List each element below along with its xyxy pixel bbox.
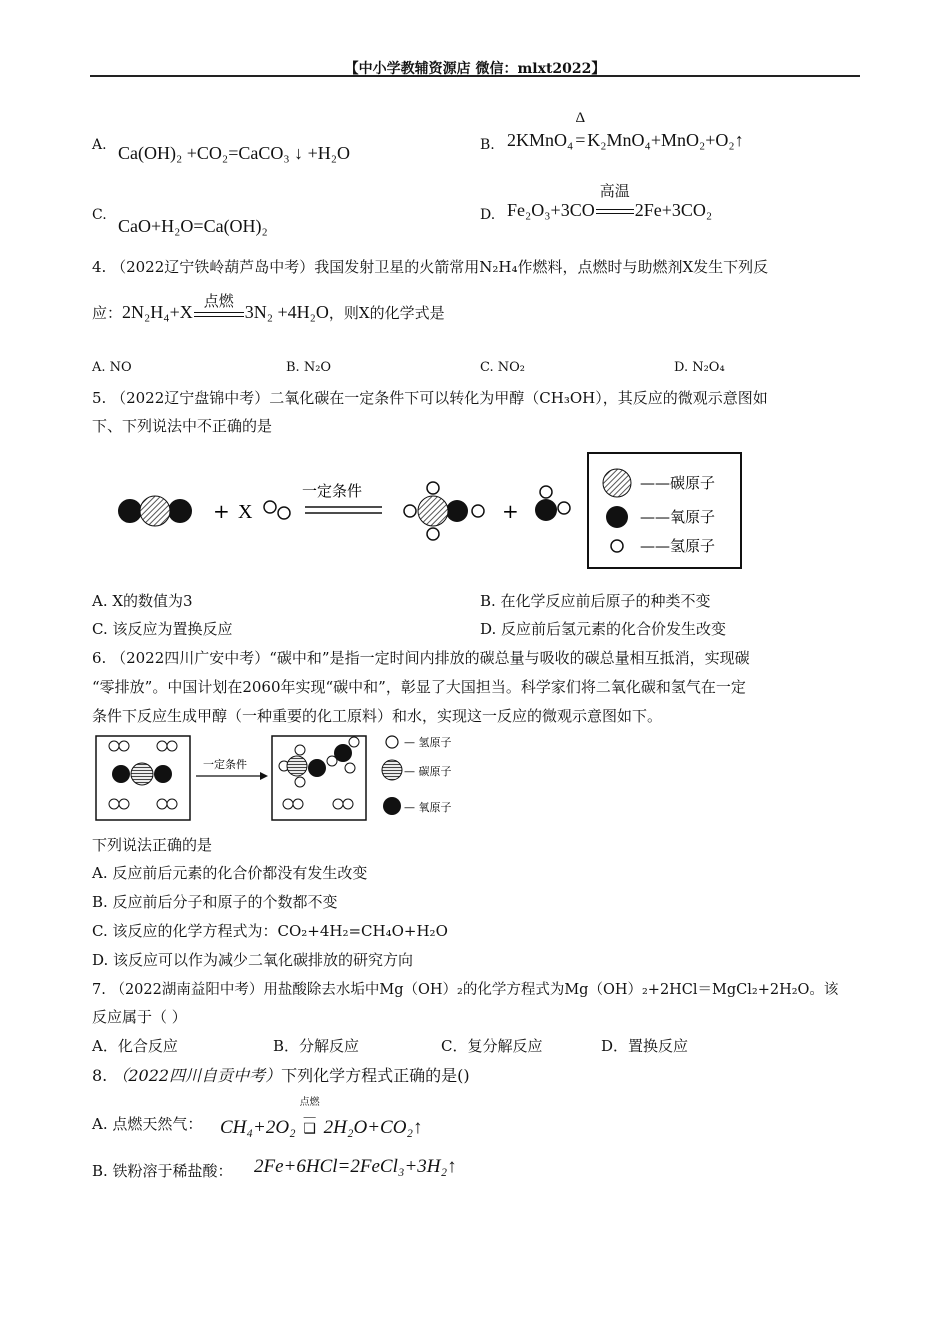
q6-legend-hydrogen: — 氢原子 — [404, 736, 452, 749]
q5-plus-2: + — [502, 499, 519, 523]
q5-plus-1: + — [213, 499, 230, 523]
q6-stem-1: 6. （2022四川广安中考）“碳中和”是指一定时间内排放的碳总量与吸收的碳总量相互抵消，实现碳 — [92, 649, 750, 667]
q3-d-condition: 高温 — [599, 184, 630, 200]
q4-stem-suffix: ，则X的化学式是 — [328, 304, 445, 322]
q5-stem-1: 5. （2022辽宁盘锦中考）二氧化碳在一定条件下可以转化为甲醇（CH₃OH），其反应的微观示意图如 — [92, 389, 768, 407]
q3-d-equation — [507, 184, 713, 221]
q3-b-condition: Δ — [575, 110, 586, 126]
h2o-molecule — [535, 486, 570, 521]
q6-option-b: B. 反应前后分子和原子的个数都不变 — [92, 893, 338, 911]
q8-b-label: B. 铁粉溶于稀盐酸： — [92, 1162, 233, 1180]
co2-molecule — [118, 496, 192, 526]
q8-a-left: CH₄+2O₂ — [220, 1117, 296, 1138]
q8-a-equation — [220, 1097, 423, 1139]
q3-b-left: 2KMnO₄ — [507, 130, 574, 150]
q7-stem-1: 7. （2022湖南益阳中考）用盐酸除去水垢中Mg（OH）₂的化学方程式为Mg（OH）₂+2HCl＝MgCl₂+2H₂O。该 — [92, 982, 839, 998]
q4-eq-right: 3N₂ +4H₂O — [244, 302, 329, 322]
q7-option-c: C．复分解反应 — [441, 1037, 543, 1055]
q5-option-d: D. 反应前后氢元素的化合价发生改变 — [480, 620, 727, 638]
q5-option-a: A. X的数值为3 — [92, 592, 193, 610]
q3-d-left: Fe₂O₃+3CO — [507, 200, 595, 220]
q6-reaction-diagram — [92, 730, 482, 825]
q5-option-c: C. 该反应为置换反应 — [92, 620, 233, 638]
q6-co2 — [112, 763, 172, 785]
q8-a-label: A. 点燃天然气： — [92, 1115, 203, 1133]
q6-stem-3: 条件下反应生成甲醇（一种重要的化工原料）和水，实现这一反应的微观示意图如下。 — [92, 707, 663, 725]
q4-stem-prefix: 应： — [92, 304, 123, 322]
legend-carbon-icon — [603, 469, 631, 497]
h2-molecule — [264, 501, 290, 519]
q6-legend-carbon-icon — [382, 760, 402, 780]
q7-option-d: D．置换反应 — [601, 1037, 689, 1055]
q4-stem: 4. （2022辽宁铁岭葫芦岛中考）我国发射卫星的火箭常用N₂H₄作燃料，点燃时与助燃剂X发生下列反 — [92, 258, 769, 276]
q6-prompt: 下列说法正确的是 — [92, 836, 213, 854]
q8-b-equation: 2Fe+6HCl=2FeCl₃+3H₂↑ — [254, 1156, 457, 1177]
q6-option-a: A. 反应前后元素的化合价都没有发生改变 — [92, 864, 368, 882]
q5-option-b: B. 在化学反应前后原子的种类不变 — [480, 592, 711, 610]
q8-a-box-icon: ❑ — [303, 1122, 316, 1137]
q6-option-c: C. 该反应的化学方程式为：CO₂+4H₂=CH₄O+H₂O — [92, 922, 448, 940]
q7-option-a: A．化合反应 — [92, 1037, 178, 1055]
q3-b-equation: 2KMnO₄ Δ = K₂MnO₄+MnO₂+O₂↑ — [507, 110, 744, 150]
q5-reaction-diagram — [110, 450, 750, 575]
legend-oxygen-icon — [606, 506, 628, 528]
q7-stem-2: 反应属于（ ） — [92, 1008, 187, 1026]
q8-stem-line — [92, 1063, 470, 1086]
q6-legend-carbon: — 碳原子 — [404, 765, 452, 778]
q8-source: （2022四川自贡中考） — [112, 1066, 282, 1085]
q3-d-right: 2Fe+3CO₂ — [634, 200, 713, 220]
q3-c-label: C. — [92, 207, 107, 223]
page-header: 【中小学教辅资源店 微信：mlxt2022】 — [344, 61, 606, 77]
q6-stem-2: “零排放”。中国计划在2060年实现“碳中和”，彰显了大国担当。科学家们将二氧化碳和氢气在一定 — [92, 678, 746, 696]
q4-option-d: D. N₂O₄ — [674, 360, 725, 375]
q5-legend-hydrogen: ——氢原子 — [640, 537, 716, 555]
q6-legend-oxygen: — 氧原子 — [404, 801, 452, 814]
q3-d-label: D. — [480, 207, 496, 223]
q8-a-right: 2H₂O+CO₂↑ — [323, 1117, 423, 1138]
q6-legend-oxygen-icon — [383, 797, 401, 815]
q4-eq-left: 2N₂H₄+X — [122, 302, 193, 322]
header-rule — [90, 75, 860, 77]
q5-legend-oxygen: ——氧原子 — [640, 508, 716, 526]
q3-a-label: A. — [92, 137, 107, 153]
q3-b-right: K₂MnO₄+MnO₂+O₂↑ — [587, 130, 744, 150]
q5-x-coefficient: X — [238, 501, 253, 523]
q8-number: 8. — [92, 1066, 108, 1085]
q5-legend-carbon: ——碳原子 — [640, 474, 716, 492]
q4-option-a: A. NO — [92, 360, 132, 375]
q5-stem-2: 下、下列说法中不正确的是 — [92, 417, 273, 435]
q6-arrowhead — [260, 772, 268, 780]
q4-option-b: B. N₂O — [286, 360, 332, 375]
q4-condition: 点燃 — [203, 292, 234, 310]
q6-option-d: D. 该反应可以作为减少二氧化碳排放的研究方向 — [92, 951, 414, 969]
q8-a-bar-icon: — — [303, 1109, 316, 1123]
q3-a-equation: Ca(OH)₂ +CO₂=CaCO₃ ↓ +H₂O — [118, 143, 351, 163]
q3-c-equation: CaO+H₂O=Ca(OH)₂ — [118, 216, 268, 236]
q8-a-condition: 点燃 — [299, 1097, 320, 1108]
q4-option-c: C. NO₂ — [480, 360, 525, 375]
q4-equation-line — [92, 292, 445, 323]
ch3oh-molecule — [404, 482, 484, 540]
legend-hydrogen-icon — [611, 540, 623, 552]
q6-legend-hydrogen-icon — [386, 736, 398, 748]
q6-condition: 一定条件 — [203, 758, 247, 771]
q5-condition: 一定条件 — [302, 482, 363, 500]
q8-stem: 下列化学方程式正确的是() — [281, 1066, 470, 1085]
q7-option-b: B．分解反应 — [273, 1037, 360, 1055]
q3-b-label: B. — [480, 137, 495, 153]
